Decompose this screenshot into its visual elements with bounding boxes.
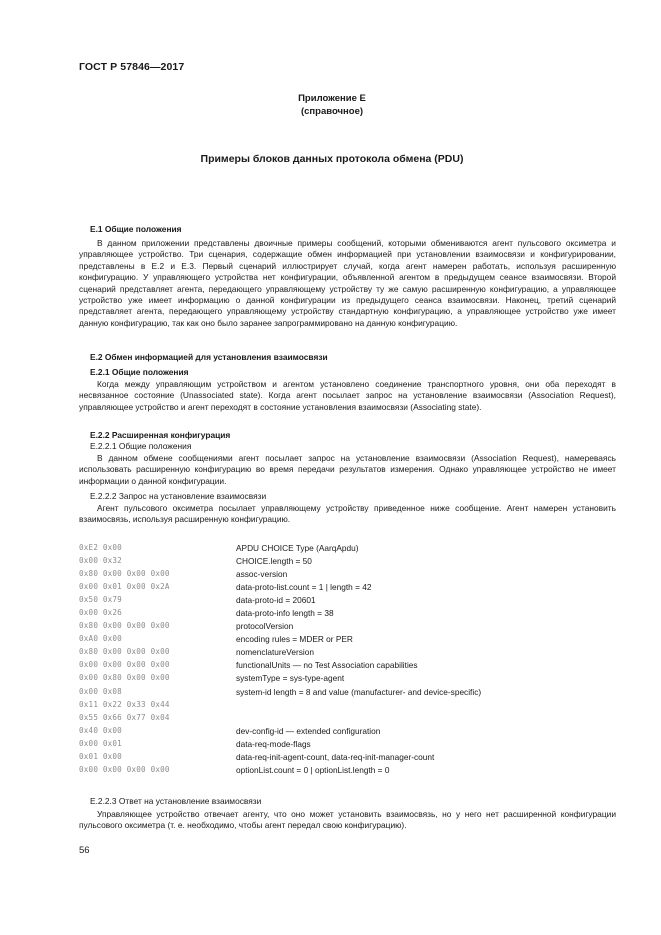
- section-e223-paragraph: Управляющее устройство отвечает агенту, что оно может установить взаимосвязь, но у него нет расширенной конфигурации пульсового оксиметра (т. е. необходимо, чтобы агент передал свою конфигурацию).: [79, 809, 616, 831]
- section-e222-body: [79, 503, 616, 526]
- code-description: system-id length = 8 and value (manufacturer- and device-specific): [236, 686, 482, 697]
- section-e21-paragraph: Когда между управляющим устройством и агентом установлено соединение транспортного уровня, они оба переходят в несвязанное состояние (Unassociated state). Когда агент посылает запрос на установление взаимосвязи (Association Request), управляющее устройство и агент переходят в состояние установления взаимосвязи (Associating state).: [79, 379, 616, 412]
- code-row: [79, 621, 599, 634]
- code-row: [79, 608, 599, 621]
- code-row: [79, 582, 599, 595]
- code-description: data-req-mode-flags: [236, 738, 311, 749]
- code-row: [79, 569, 599, 582]
- annex-main-title: Примеры блоков данных протокола обмена (PDU): [200, 153, 464, 165]
- section-e1-paragraph: В данном приложении представлены двоичные примеры сообщений, которыми обмениваются агент пульсового оксиметра и управляющее устройство. Три сценария, содержащие обмен информацией при установлении взаимосвязи и конфигурировании, представлены в Е.2 и Е.3. Первый сценарий иллюстрирует случай, когда агент намерен работать, используя расширенную конфигурацию. У управляющего устройства нет конфигурации, объявленной агентом в предыдущем сеансе взаимосвязи. Второй сценарий представляет агента, передающего управляющему устройству ту же самую расширенную конфигурацию, а управляющее устройство уже имеет информацию о данной конфигурации из предыдущего сеанса взаимосвязи. Наконец, третий сценарий представляет агента, передающего управляющему устройству стандартную конфигурацию, а управляющее устройство уже имеет данную конфигурацию, так как оно было заранее запрограммировано на данную конфигурацию.: [79, 238, 616, 328]
- apdu-code-table: [79, 543, 599, 778]
- code-row: [79, 765, 599, 778]
- code-row: [79, 647, 599, 660]
- code-description: encoding rules = MDER or PER: [236, 634, 353, 645]
- section-e223-body: [79, 809, 616, 832]
- code-description: data-proto-id = 20601: [236, 595, 316, 606]
- code-description: data-proto-info length = 38: [236, 608, 334, 619]
- code-hex: 0x40 0x00: [79, 725, 122, 735]
- section-e21-heading: Е.2.1 Общие положения: [90, 367, 189, 377]
- section-e2-heading: Е.2 Обмен информацией для установления взаимосвязи: [90, 352, 328, 362]
- code-hex: 0x00 0x01: [79, 738, 122, 748]
- code-hex: 0x50 0x79: [79, 595, 122, 605]
- code-description: optionList.count = 0 | optionList.length = 0: [236, 764, 390, 775]
- section-e222-paragraph: Агент пульсового оксиметра посылает управляющему устройству приведенное ниже сообщение. Агент намерен установить взаимосвязь, используя расширенную конфигурацию.: [79, 503, 616, 525]
- code-description: assoc-version: [236, 569, 288, 580]
- code-row: [79, 673, 599, 686]
- code-hex: 0xA0 0x00: [79, 634, 122, 644]
- code-hex: 0x00 0x00 0x00 0x00: [79, 660, 170, 670]
- code-hex: 0x55 0x66 0x77 0x04: [79, 712, 170, 722]
- code-hex: 0x80 0x00 0x00 0x00: [79, 621, 170, 631]
- code-description: data-proto-list.count = 1 | length = 42: [236, 582, 372, 593]
- code-row: [79, 687, 599, 700]
- code-description: nomenclatureVersion: [236, 647, 314, 658]
- code-description: dev-config-id — extended configuration: [236, 725, 381, 736]
- code-description: systemType = sys-type-agent: [236, 673, 345, 684]
- annex-title: Приложение Е: [298, 93, 366, 104]
- code-hex: 0x80 0x00 0x00 0x00: [79, 569, 170, 579]
- section-e1-body: [79, 238, 616, 329]
- code-row: [79, 700, 599, 713]
- code-description: protocolVersion: [236, 621, 294, 632]
- code-row: [79, 752, 599, 765]
- section-e222-heading: Е.2.2.2 Запрос на установление взаимосвязи: [90, 491, 267, 501]
- code-hex: 0x00 0x08: [79, 686, 122, 696]
- code-hex: 0x00 0x01 0x00 0x2A: [79, 582, 170, 592]
- code-row: [79, 660, 599, 673]
- code-description: APDU CHOICE Type (AarqApdu): [236, 543, 359, 553]
- code-row: [79, 739, 599, 752]
- code-hex: 0x00 0x26: [79, 608, 122, 618]
- section-e221-paragraph: В данном обмене сообщениями агент посылает запрос на установление взаимосвязи (Association Request), намереваясь использовать расширенную конфигурацию во время передачи результатов измерения. Однако управляющее устройство не имеет информации о данной конфигурации.: [79, 453, 616, 486]
- code-row: [79, 726, 599, 739]
- code-row: [79, 543, 599, 556]
- section-e1-heading: Е.1 Общие положения: [90, 224, 182, 234]
- code-row: [79, 595, 599, 608]
- annex-type: (справочное): [300, 106, 364, 117]
- code-hex: 0x01 0x00: [79, 751, 122, 761]
- section-e22-heading: Е.2.2 Расширенная конфигурация: [90, 430, 231, 440]
- code-hex: 0x00 0x80 0x00 0x00: [79, 673, 170, 683]
- code-description: CHOICE.length = 50: [236, 556, 312, 567]
- code-description: data-req-init-agent-count, data-req-init-manager-count: [236, 751, 435, 762]
- code-description: functionalUnits — no Test Association capabilities: [236, 660, 418, 671]
- code-row: [79, 634, 599, 647]
- section-e221-heading: Е.2.2.1 Общие положения: [90, 441, 192, 451]
- standard-designation: ГОСТ Р 57846—2017: [79, 61, 185, 73]
- code-row: [79, 713, 599, 726]
- section-e221-body: [79, 453, 616, 487]
- code-hex: 0x00 0x32: [79, 556, 122, 566]
- code-hex: 0x00 0x00 0x00 0x00: [79, 764, 170, 774]
- code-hex: 0xE2 0x00: [79, 543, 122, 552]
- code-hex: 0x80 0x00 0x00 0x00: [79, 647, 170, 657]
- code-row: [79, 556, 599, 569]
- code-hex: 0x11 0x22 0x33 0x44: [79, 699, 170, 709]
- page-number: 56: [79, 845, 90, 856]
- section-e223-heading: Е.2.2.3 Ответ на установление взаимосвязи: [90, 796, 262, 806]
- section-e21-body: [79, 379, 616, 413]
